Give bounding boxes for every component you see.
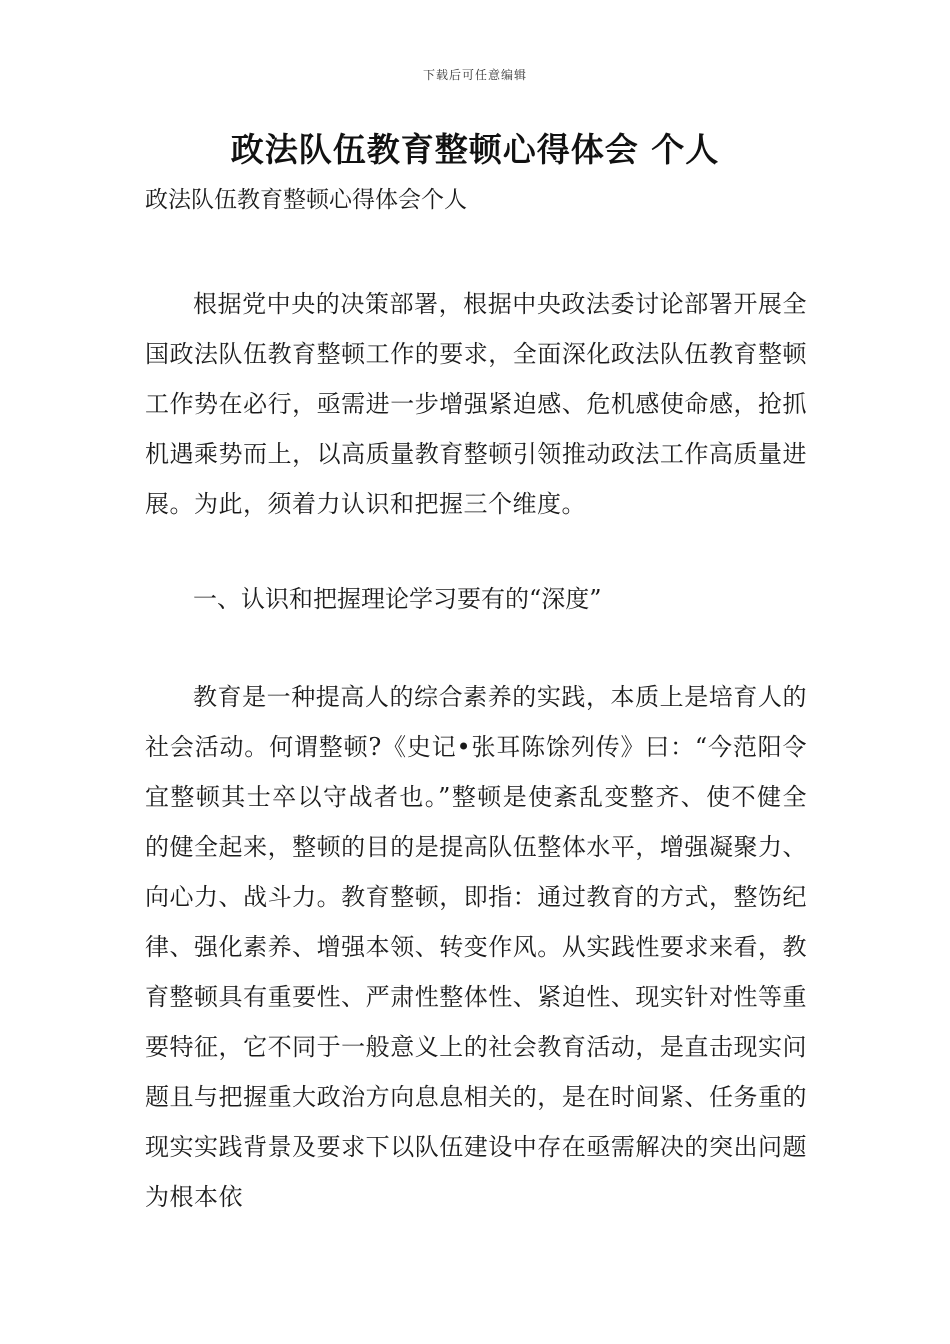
paragraph-education: 教育是一种提高人的综合素养的实践，本质上是培育人的社会活动。何谓整顿?《史记•张耳陈馀列传》曰：“今范阳令宜整顿其士卒以守战者也。”整顿是使紊乱变整齐、使不健全的健全起来，整顿的目的是提高队伍整体水平，增强凝聚力、向心力、战斗力。教育整顿，即指：通过教育的方式，整饬纪律、强化素养、增强本领、转变作风。从实践性要求来看，教育整顿具有重要性、严肃性整体性、紧迫性、现实针对性等重要特征，它不同于一般意义上的社会教育活动，是直击现实问题且与把握重大政治方向息息相关的，是在时间紧、任务重的现实实践背景及要求下以队伍建设中存在亟需解决的突出问题为根本依 — [145, 683, 807, 1211]
document-title: 政法队伍教育整顿心得体会 个人 — [230, 130, 720, 169]
header-note: 下载后可任意编辑 — [422, 68, 527, 82]
paragraph-intro: 根据党中央的决策部署，根据中央政法委讨论部署开展全国政法队伍教育整顿工作的要求，全面深化政法队伍教育整顿工作势在必行，亟需进一步增强紧迫感、危机感使命感，抢抓机遇乘势而上，以高质量教育整顿引领推动政法工作高质量进展。为此，须着力认识和把握三个维度。 — [145, 290, 807, 518]
section-heading: 一、认识和把握理论学习要有的“深度” — [193, 585, 602, 613]
document-subtitle: 政法队伍教育整顿心得体会个人 — [145, 187, 467, 213]
